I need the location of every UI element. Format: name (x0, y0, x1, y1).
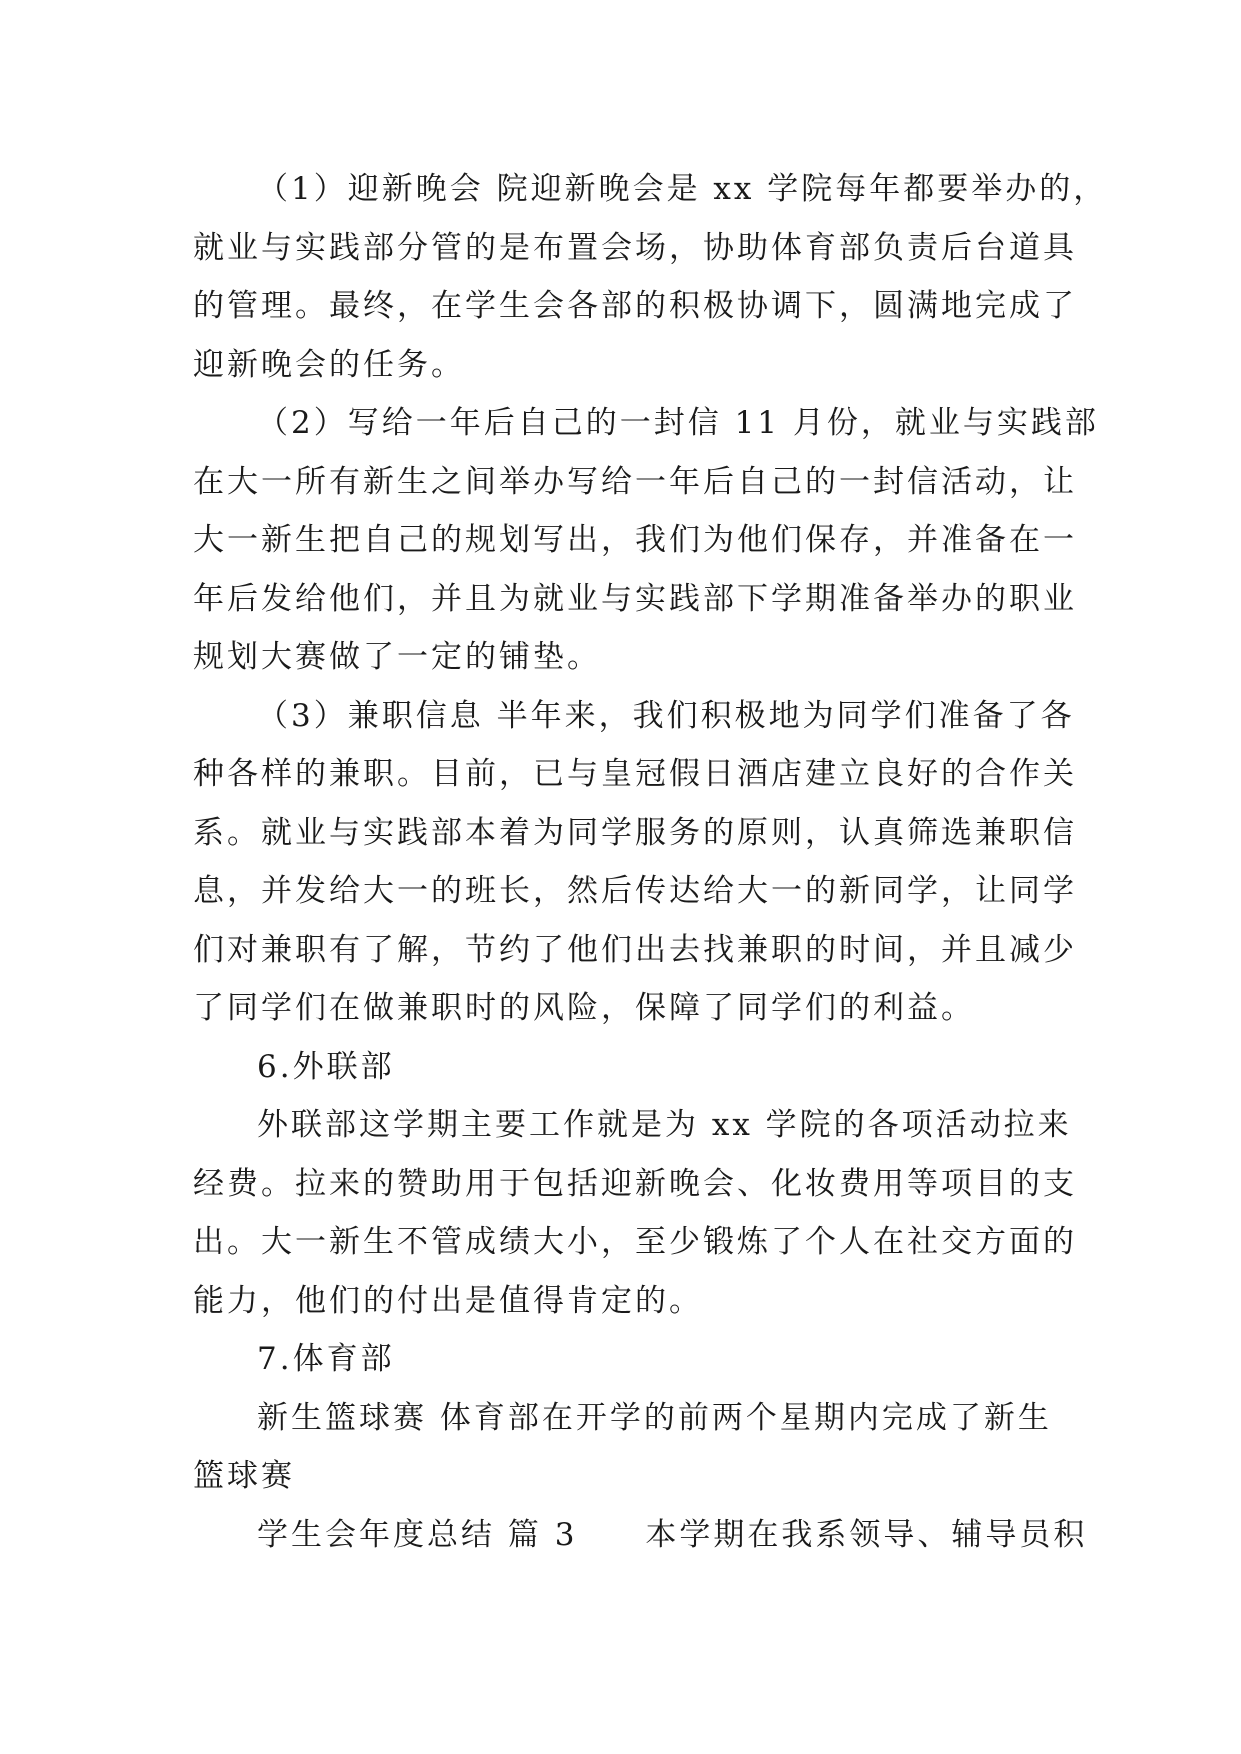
text-line: 学生会年度总结 篇 3 本学期在我系领导、辅导员积 (257, 1516, 1088, 1553)
text-line: 息，并发给大一的班长，然后传达给大一的新同学，让同学 (193, 873, 1077, 909)
text-line: 大一新生把自己的规划写出，我们为他们保存，并准备在一 (193, 522, 1077, 558)
text-line: 篮球赛 (193, 1458, 295, 1494)
text-line: 种各样的兼职。目前，已与皇冠假日酒店建立良好的合作关 (193, 756, 1077, 792)
section-heading: 6.外联部 (257, 1048, 395, 1085)
text-line: 了同学们在做兼职时的风险，保障了同学们的利益。 (193, 990, 975, 1026)
text-line: 在大一所有新生之间举办写给一年后自己的一封信活动，让 (193, 463, 1077, 500)
text-line: （1）迎新晚会 院迎新晚会是 xx 学院每年都要举办的， (257, 171, 1108, 207)
text-line: 规划大赛做了一定的铺垫。 (193, 639, 601, 675)
text-line: 新生篮球赛 体育部在开学的前两个星期内完成了新生 (257, 1399, 1052, 1436)
text-line: 的管理。最终，在学生会各部的积极协调下，圆满地完成了 (193, 288, 1077, 324)
text-line: 们对兼职有了解，节约了他们出去找兼职的时间，并且减少 (193, 931, 1077, 968)
text-line: 经费。拉来的赞助用于包括迎新晚会、化妆费用等项目的支 (193, 1165, 1077, 1202)
text-line: 能力，他们的付出是值得肯定的。 (193, 1282, 703, 1319)
text-line: 年后发给他们，并且为就业与实践部下学期准备举办的职业 (193, 580, 1077, 617)
text-line: （2）写给一年后自己的一封信 11 月份，就业与实践部 (257, 405, 1099, 441)
text-line: 系。就业与实践部本着为同学服务的原则，认真筛选兼职信 (193, 814, 1077, 851)
section-heading: 7.体育部 (257, 1341, 395, 1377)
text-line: 出。大一新生不管成绩大小，至少锻炼了个人在社交方面的 (193, 1224, 1077, 1260)
text-line: 外联部这学期主要工作就是为 xx 学院的各项活动拉来 (257, 1107, 1072, 1143)
text-line: （3）兼职信息 半年来，我们积极地为同学们准备了各 (257, 697, 1075, 734)
document-body (193, 160, 1108, 1564)
text-line: 就业与实践部分管的是布置会场，协助体育部负责后台道具 (193, 229, 1077, 266)
text-line: 迎新晚会的任务。 (193, 346, 465, 383)
